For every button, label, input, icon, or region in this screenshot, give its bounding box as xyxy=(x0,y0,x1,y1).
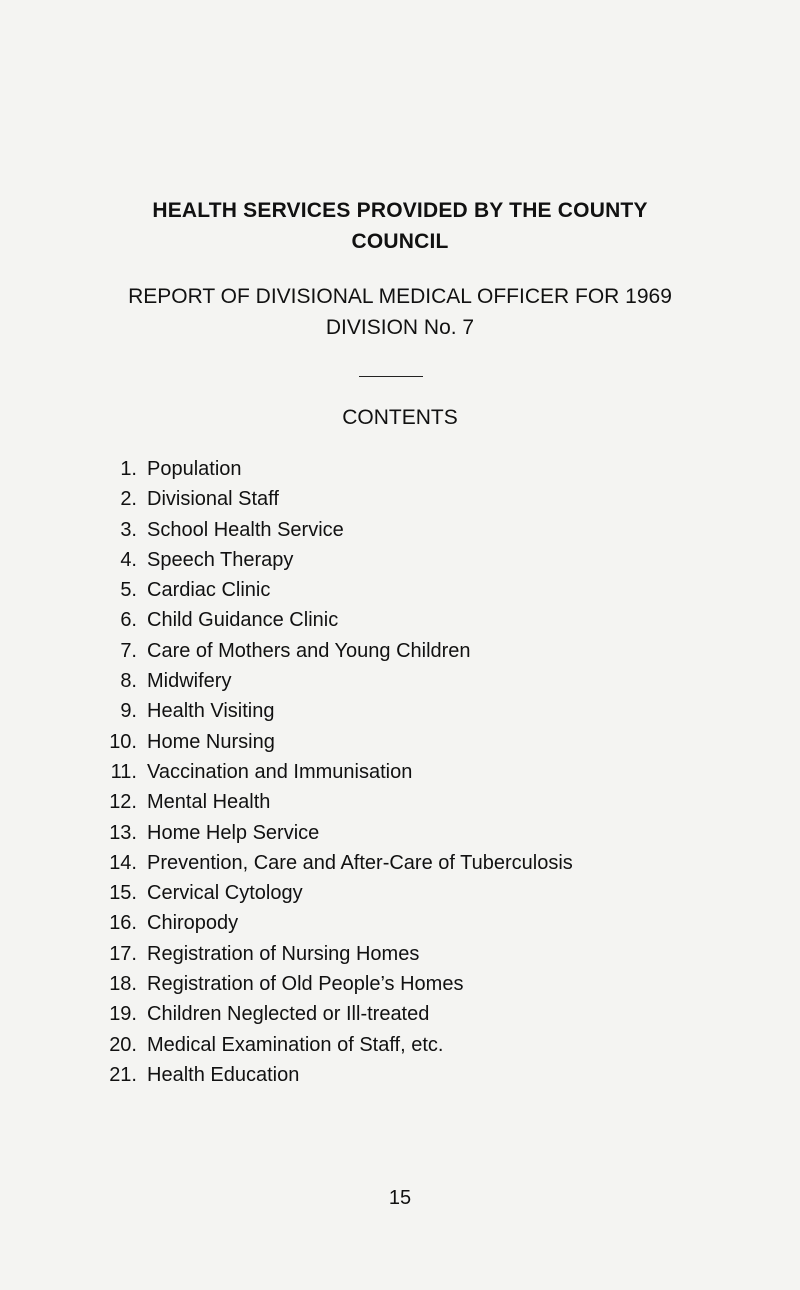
contents-item xyxy=(100,696,740,726)
contents-item-number: 2. xyxy=(120,488,137,511)
contents-item xyxy=(100,666,740,696)
page-title-line-1: HEALTH SERVICES PROVIDED BY THE COUNTY xyxy=(152,199,648,222)
contents-heading: CONTENTS xyxy=(342,406,458,429)
contents-item-number: 13. xyxy=(109,821,137,844)
contents-item xyxy=(100,636,740,666)
contents-item xyxy=(100,575,740,605)
contents-item-label: Registration of Nursing Homes xyxy=(147,942,420,965)
contents-item-number: 16. xyxy=(109,912,137,935)
contents-item xyxy=(100,818,740,848)
contents-item-number: 4. xyxy=(120,548,137,571)
contents-item-number: 17. xyxy=(109,942,137,965)
contents-item xyxy=(100,939,740,969)
contents-item xyxy=(100,605,740,635)
contents-item xyxy=(100,908,740,938)
contents-item-label: Vaccination and Immunisation xyxy=(147,760,413,783)
contents-item xyxy=(100,999,740,1029)
contents-item-label: Health Visiting xyxy=(147,700,275,723)
contents-item xyxy=(100,757,740,787)
contents-item-label: Home Help Service xyxy=(147,821,320,844)
contents-item-number: 20. xyxy=(109,1033,137,1056)
contents-item xyxy=(100,848,740,878)
contents-item xyxy=(100,1030,740,1060)
page-title-line-2: COUNCIL xyxy=(351,230,449,253)
contents-item-label: Midwifery xyxy=(147,670,232,693)
contents-item-number: 14. xyxy=(109,851,137,874)
contents-item-label: Health Education xyxy=(147,1063,300,1086)
contents-item xyxy=(100,878,740,908)
contents-item xyxy=(100,727,740,757)
contents-item-number: 10. xyxy=(109,730,137,753)
contents-item-label: Mental Health xyxy=(147,791,271,814)
contents-item-label: School Health Service xyxy=(147,518,344,541)
contents-item xyxy=(100,1060,740,1090)
contents-item-number: 19. xyxy=(109,1003,137,1026)
contents-item-number: 21. xyxy=(109,1063,137,1086)
contents-item-label: Chiropody xyxy=(147,912,239,935)
contents-item-number: 18. xyxy=(109,973,137,996)
contents-item-label: Cervical Cytology xyxy=(147,882,303,905)
contents-item-number: 12. xyxy=(109,791,137,814)
contents-item xyxy=(100,787,740,817)
division-label: DIVISION No. 7 xyxy=(325,316,475,339)
contents-item-number: 11. xyxy=(110,760,137,783)
contents-item-label: Prevention, Care and After-Care of Tuberculosis xyxy=(147,851,573,874)
contents-item-number: 7. xyxy=(120,639,137,662)
contents-item-label: Home Nursing xyxy=(147,730,275,753)
contents-item-number: 5. xyxy=(120,579,137,602)
contents-item-number: 9. xyxy=(120,700,137,723)
contents-item-number: 15. xyxy=(109,882,137,905)
contents-item-number: 3. xyxy=(120,518,137,541)
contents-item xyxy=(100,969,740,999)
contents-list xyxy=(100,454,740,1090)
contents-item-number: 8. xyxy=(120,670,137,693)
page-number: 15 xyxy=(388,1187,412,1209)
contents-item-label: Child Guidance Clinic xyxy=(147,609,339,632)
contents-item-number: 1. xyxy=(120,458,137,480)
contents-item-label: Divisional Staff xyxy=(147,488,279,511)
section-divider xyxy=(359,376,423,377)
contents-item-label: Registration of Old People’s Homes xyxy=(147,973,464,996)
contents-item xyxy=(100,484,740,514)
contents-item-label: Medical Examination of Staff, etc. xyxy=(147,1033,444,1056)
contents-item xyxy=(100,515,740,545)
contents-item-label: Population xyxy=(147,458,242,480)
contents-item-label: Care of Mothers and Young Children xyxy=(147,639,471,662)
contents-item-label: Cardiac Clinic xyxy=(147,579,271,602)
report-subtitle: REPORT OF DIVISIONAL MEDICAL OFFICER FOR 1969 xyxy=(128,285,672,308)
contents-item-label: Speech Therapy xyxy=(147,548,294,571)
contents-item xyxy=(100,545,740,575)
contents-item xyxy=(100,454,740,484)
contents-item-label: Children Neglected or Ill-treated xyxy=(147,1003,430,1026)
contents-item-number: 6. xyxy=(120,609,137,632)
